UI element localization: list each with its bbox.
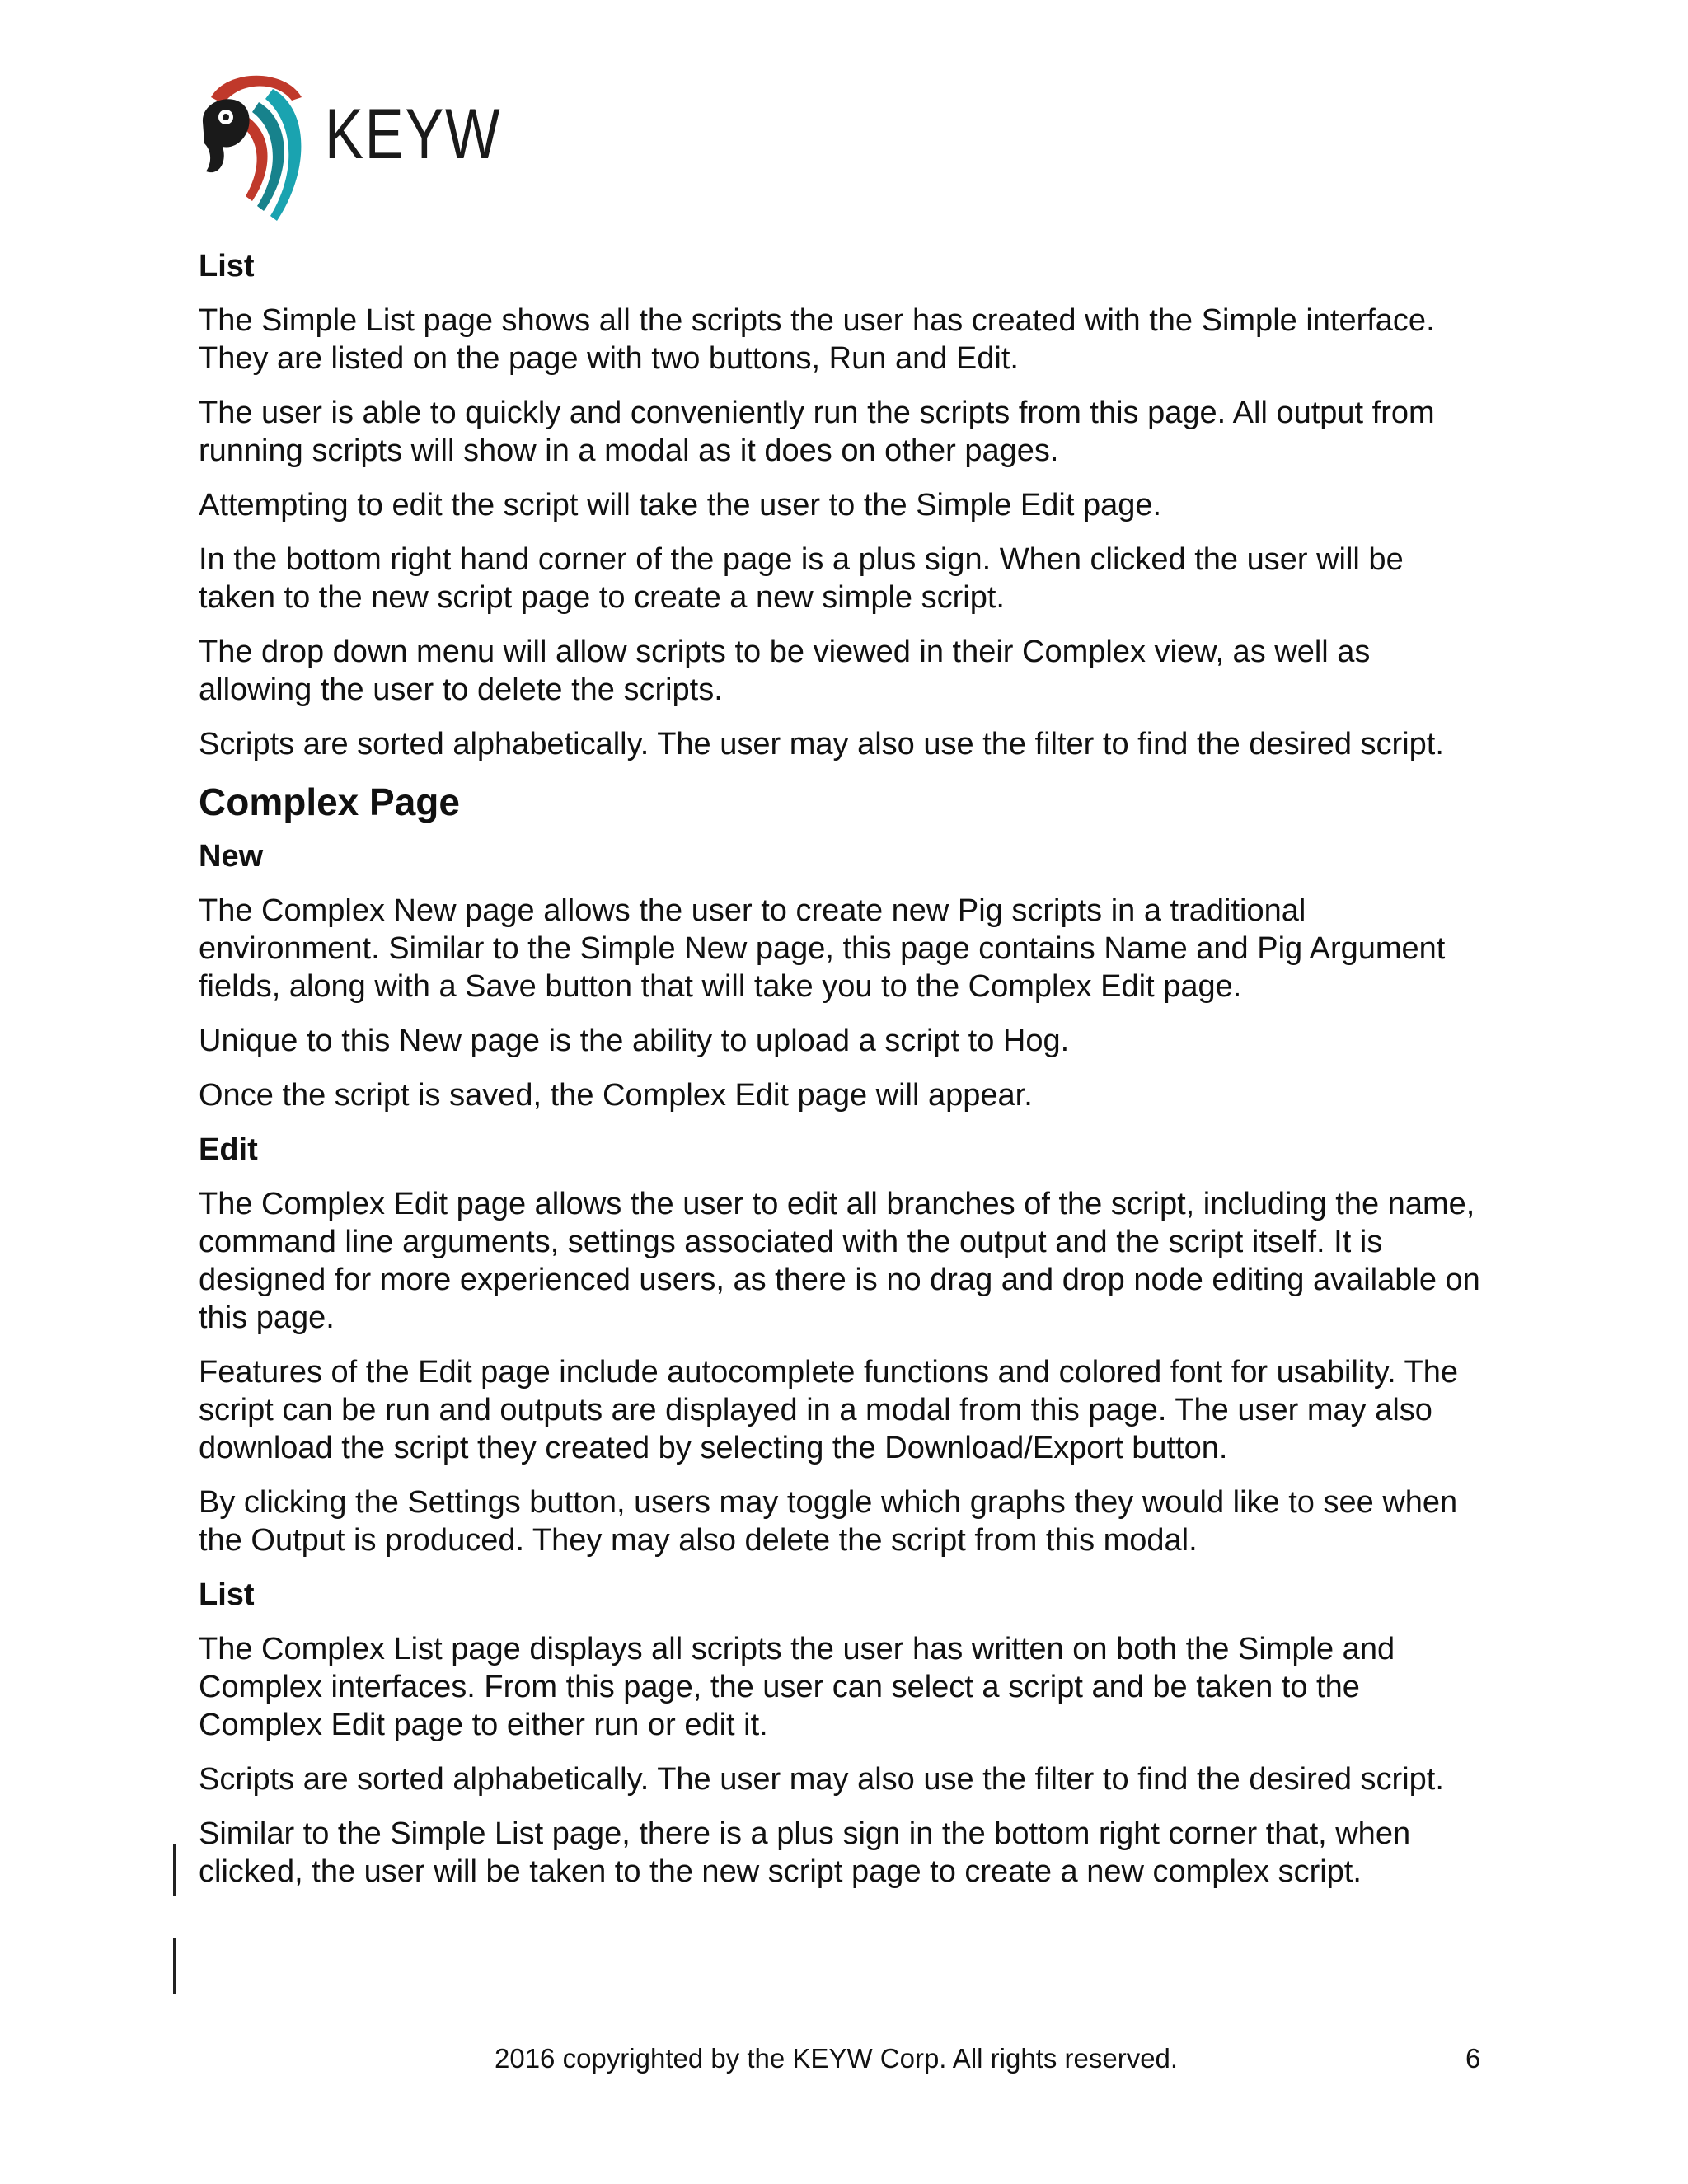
logo-wordmark: KEYW (325, 95, 502, 174)
complex-page-heading: Complex Page (199, 780, 460, 823)
complex-edit-paragraph-3: By clicking the Settings button, users may toggle which graphs they would like to see when the Output is produced. They may also delete the script from this modal. (199, 1485, 1458, 1558)
complex-list-paragraph-3: Similar to the Simple List page, there is a plus sign in the bottom right corner that, when clicked, the user will be taken to the new script page to create a new complex script. (199, 1816, 1411, 1889)
page-number: 6 (1465, 2043, 1481, 2074)
simple-list-heading: List (199, 249, 255, 284)
complex-list-heading: List (199, 1577, 255, 1612)
complex-list-paragraph-2: Scripts are sorted alphabetically. The user may also use the filter to find the desired script. (199, 1762, 1444, 1797)
document-body (199, 247, 1484, 1907)
simple-list-paragraph-1: The Simple List page shows all the scripts the user has created with the Simple interface. They are listed on the page with two buttons, Run and Edit. (199, 303, 1435, 376)
complex-new-paragraph-1: The Complex New page allows the user to create new Pig scripts in a traditional environment. Similar to the Simple New page, this page contains Name and Pig Argument fields, along with a Save button that will take you to the Complex Edit page. (199, 893, 1446, 1004)
complex-new-paragraph-2: Unique to this New page is the ability to upload a script to Hog. (199, 1024, 1070, 1058)
simple-list-paragraph-6: Scripts are sorted alphabetically. The user may also use the filter to find the desired script. (199, 727, 1444, 762)
copyright-notice: 2016 copyrighted by the KEYW Corp. All rights reserved. (495, 2043, 1179, 2074)
revision-bar-1 (173, 1844, 176, 1896)
simple-list-paragraph-3: Attempting to edit the script will take the user to the Simple Edit page. (199, 488, 1162, 523)
complex-new-heading: New (199, 839, 264, 874)
simple-list-paragraph-5: The drop down menu will allow scripts to be viewed in their Complex view, as well as allowing the user to delete the scripts. (199, 635, 1371, 707)
parrot-logo-icon (195, 64, 318, 229)
simple-list-paragraph-4: In the bottom right hand corner of the page is a plus sign. When clicked the user will be taken to the new script page to create a new simple script. (199, 542, 1404, 615)
complex-edit-paragraph-1: The Complex Edit page allows the user to edit all branches of the script, including the name, command line arguments, settings associated with the output and the script itself. It is designed for more experienced users, as there is no drag and drop node editing available on this page. (199, 1187, 1480, 1335)
complex-edit-heading: Edit (199, 1132, 258, 1167)
revision-bar-2 (173, 1938, 176, 1994)
keyw-logo (195, 64, 502, 229)
complex-new-paragraph-3: Once the script is saved, the Complex Edit page will appear. (199, 1078, 1033, 1113)
simple-list-paragraph-2: The user is able to quickly and conveniently run the scripts from this page. All output from running scripts will show in a modal as it does on other pages. (199, 396, 1435, 468)
complex-list-paragraph-1: The Complex List page displays all scripts the user has written on both the Simple and Complex interfaces. From this page, the user can select a script and be taken to the Complex Edit page to either run or edit it. (199, 1632, 1395, 1742)
complex-edit-paragraph-2: Features of the Edit page include autocomplete functions and colored font for usability. The script can be run and outputs are displayed in a modal from this page. The user may also download the script they created by selecting the Download/Export button. (199, 1355, 1458, 1465)
